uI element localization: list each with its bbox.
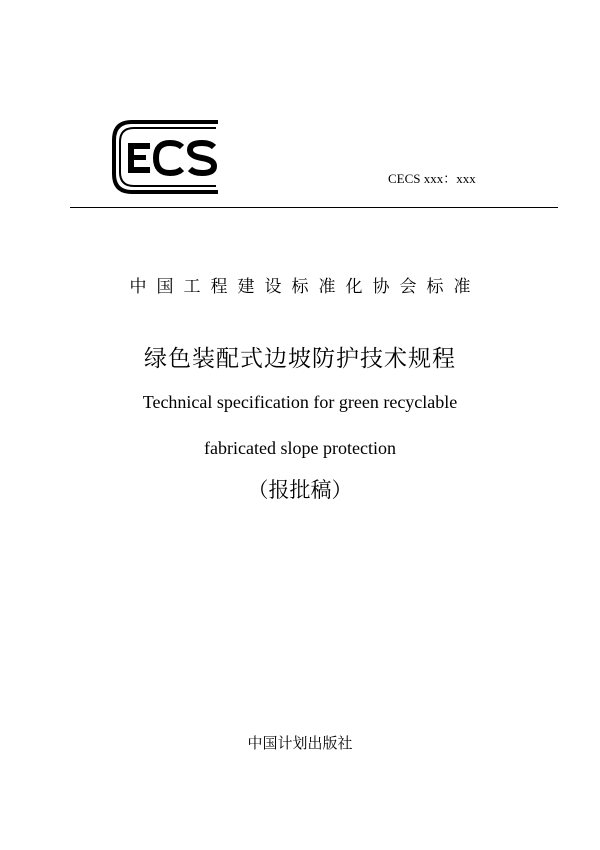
association-standard-heading: 中国工程建设标准化协会标准 [129,277,481,297]
document-title-cn: 绿色装配式边坡防护技术规程 [144,346,456,372]
logo-letter-e [128,143,150,173]
publisher-name: 中国计划出版社 [247,734,353,752]
document-title-en-line2: fabricated slope protection [204,438,396,458]
logo-letter-c [156,143,182,173]
cecs-logo [110,118,226,196]
header-divider [70,207,558,208]
draft-status: （报批稿） [247,478,353,502]
standard-code: CECS xxx：xxx [388,171,476,186]
document-title-en-line1: Technical specification for green recyclable [142,392,458,412]
logo-letter-s [190,143,214,173]
